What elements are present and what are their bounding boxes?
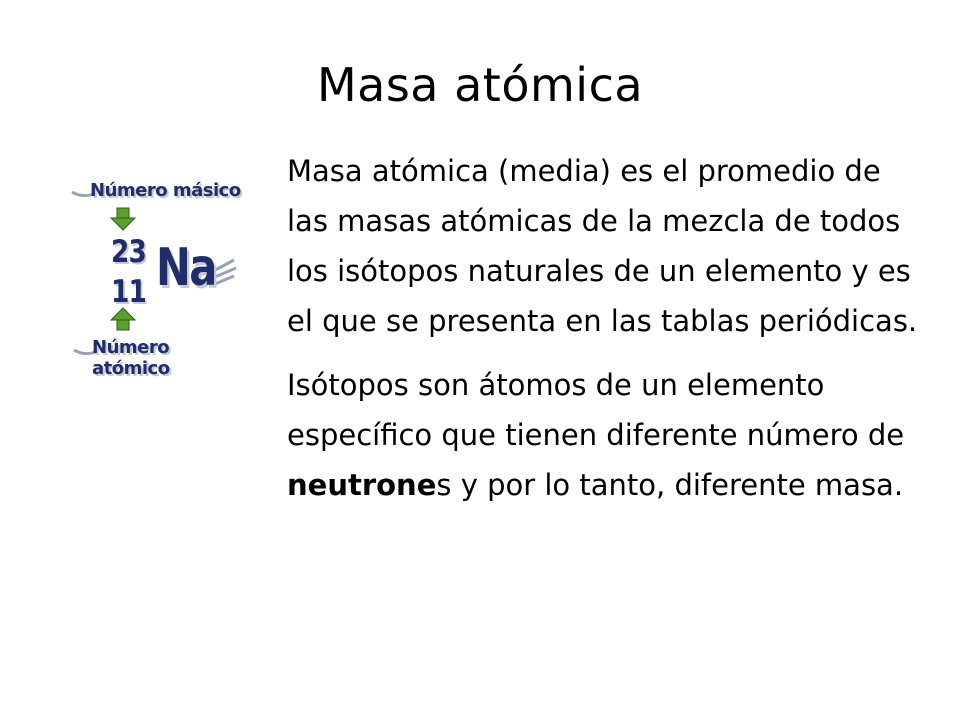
neutron-emphasis: neutrone xyxy=(287,468,437,502)
mass-number-value: 23 xyxy=(111,234,146,270)
down-arrow-icon xyxy=(111,208,135,230)
slide-body xyxy=(287,146,927,524)
slide-title: Masa atómica xyxy=(316,58,644,112)
sodium-notation-figure xyxy=(68,168,248,379)
mass-number-label: Número másico xyxy=(90,180,241,201)
definition-paragraph: Masa atómica (media) es el promedio de las masas atómicas de la mezcla de todos los isótopos naturales de un elemento y es el que se presenta en las tablas periódicas. xyxy=(287,154,918,338)
isotope-text-start: Isótopos son átomos de un elemento específico que tienen diferente número de xyxy=(287,368,905,452)
atomic-number-label: Número atómico xyxy=(92,337,170,379)
element-symbol: Na xyxy=(156,238,216,298)
isotope-text-end: s y por lo tanto, diferente masa. xyxy=(436,468,904,502)
isotope-paragraph xyxy=(287,360,927,510)
atomic-number-value: 11 xyxy=(111,274,146,310)
up-arrow-icon xyxy=(111,308,135,330)
